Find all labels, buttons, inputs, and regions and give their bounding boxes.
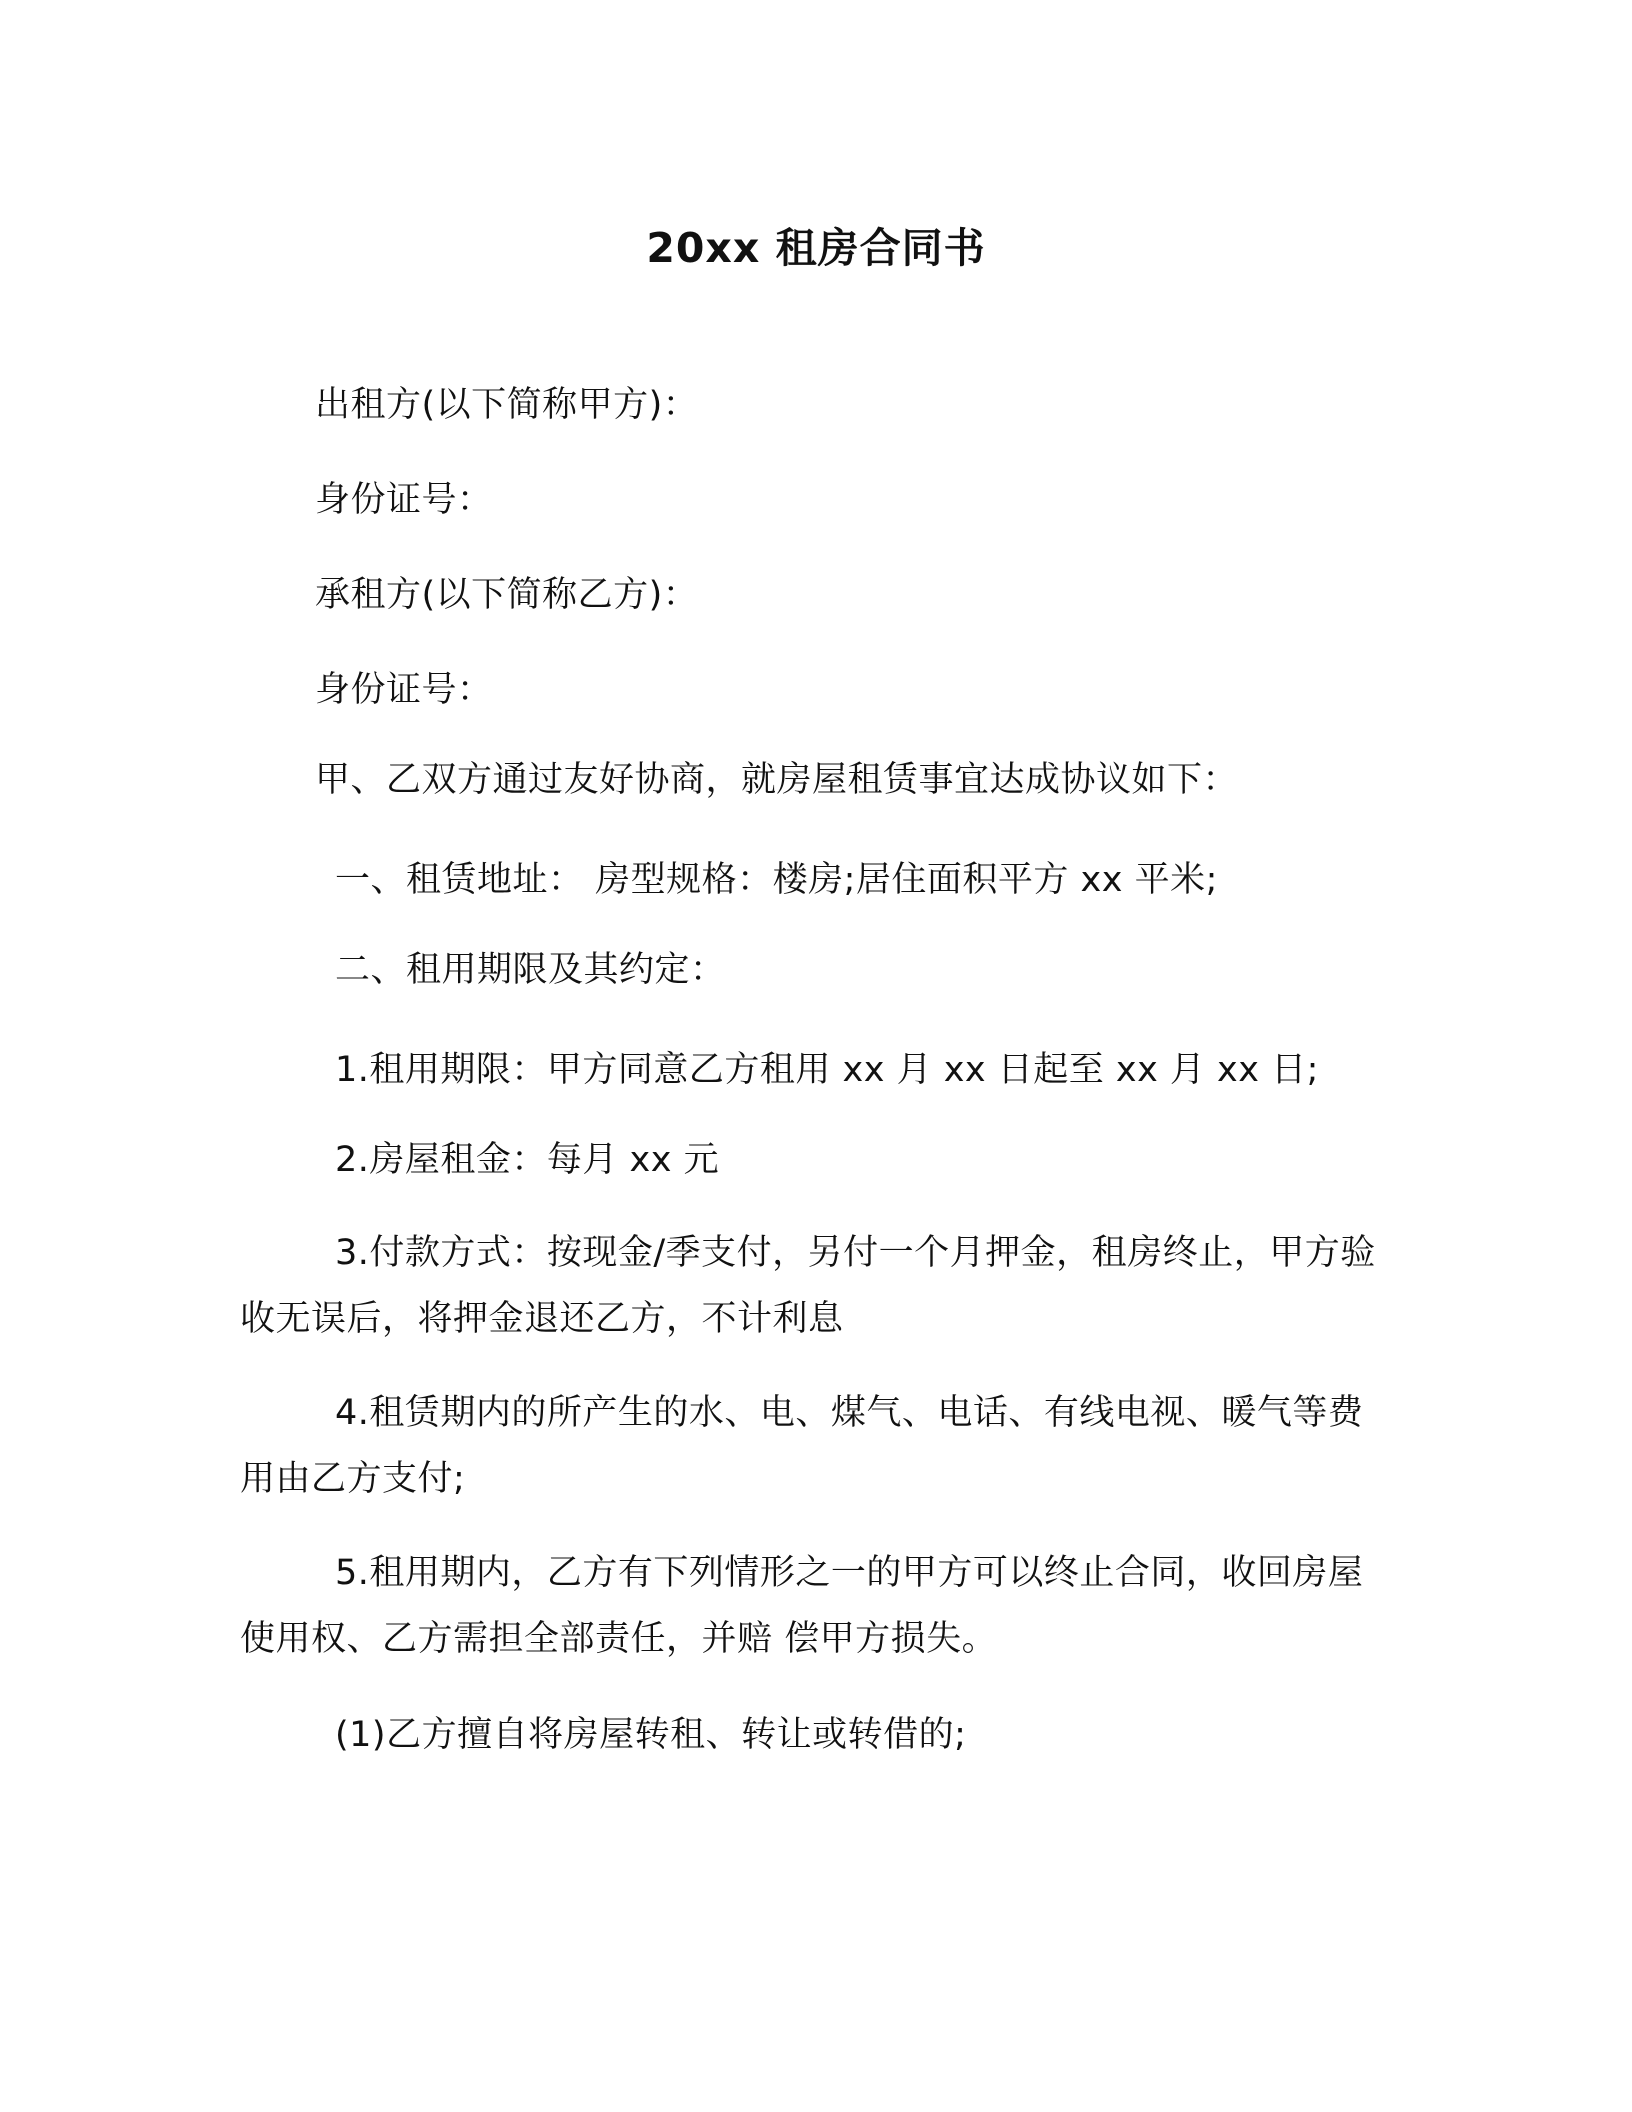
document-title: 20xx 租房合同书 (646, 224, 986, 272)
clause-3-payment: 3.付款方式：按现金/季支付，另付一个月押金，租房终止，甲方验收无误后，将押金退还乙方，不计利息 (240, 1233, 1376, 1339)
lessee-line: 承租方(以下简称乙方)： (315, 575, 699, 615)
section-2-heading: 二、租用期限及其约定： (335, 950, 726, 990)
agreement-intro: 甲、乙双方通过友好协商，就房屋租赁事宜达成协议如下： (315, 760, 1239, 800)
section-1-address: 一、租赁地址： 房型规格：楼房;居住面积平方 xx 平米; (335, 860, 1218, 900)
sub-item-1-sublet: (1)乙方擅自将房屋转租、转让或转借的; (335, 1715, 967, 1755)
clause-5-termination: 5.租用期内，乙方有下列情形之一的甲方可以终止合同，收回房屋使用权、乙方需担全部责任，并赔 偿甲方损失。 (240, 1553, 1364, 1659)
lessor-line: 出租方(以下简称甲方)： (315, 385, 699, 425)
clause-4-utilities: 4.租赁期内的所产生的水、电、煤气、电话、有线电视、暖气等费用由乙方支付; (240, 1393, 1364, 1499)
lessor-id-line: 身份证号： (315, 480, 493, 520)
lessee-id-line: 身份证号： (315, 670, 493, 710)
clause-2-rent: 2.房屋租金：每月 xx 元 (335, 1140, 720, 1180)
clause-1-term: 1.租用期限：甲方同意乙方租用 xx 月 xx 日起至 xx 月 xx 日; (335, 1050, 1319, 1090)
